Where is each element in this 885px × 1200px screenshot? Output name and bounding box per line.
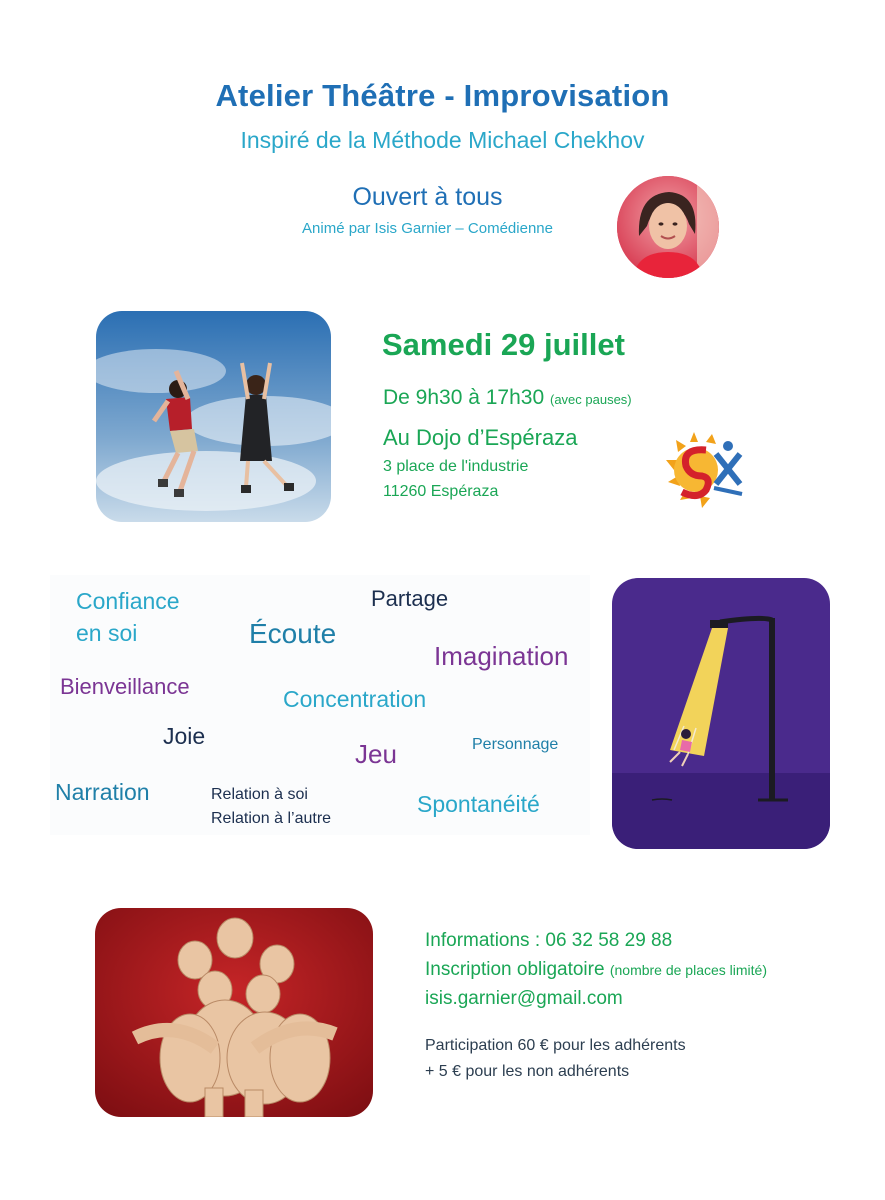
open-to-all: Ouvert à tous (352, 183, 503, 211)
event-time (383, 386, 632, 410)
mannequins-hug-photo (95, 908, 373, 1117)
word-personnage (472, 736, 558, 754)
word-relation-autre (211, 810, 331, 828)
event-venue: Au Dojo d’Espéraza (383, 425, 578, 450)
poster-subtitle: Inspiré de la Méthode Michael Chekhov (240, 127, 645, 153)
event-time-note: (avec pauses) (549, 392, 632, 407)
word-text: Bienveillance (60, 674, 190, 699)
word-text: Jeu (355, 739, 397, 769)
word-text: Concentration (283, 686, 427, 712)
fee-members: Participation 60 € pour les adhérents (425, 1037, 686, 1054)
word-joie (163, 723, 205, 750)
word-relation-soi (211, 786, 308, 804)
animator-credit: Animé par Isis Garnier – Comédienne (302, 220, 553, 237)
word-text: en soi (76, 620, 138, 646)
word-bienveillance (60, 674, 190, 700)
registration-required (425, 959, 767, 981)
signup-note: (nombre de places limité) (609, 962, 767, 978)
word-text: Spontanéité (417, 791, 540, 817)
contact-email[interactable]: isis.garnier@gmail.com (425, 988, 623, 1009)
association-logo (664, 430, 748, 510)
word-imagination (434, 641, 568, 672)
jumping-people-photo (96, 311, 331, 522)
word-text: Partage (371, 586, 449, 611)
address-line-1: 3 place de l'industrie (383, 458, 529, 475)
word-text: Joie (163, 723, 206, 749)
word-narration (55, 779, 150, 806)
word-jeu (355, 739, 397, 770)
word-partage (371, 586, 448, 612)
word-text: Écoute (249, 618, 337, 649)
word-text: Relation à soi (211, 786, 308, 803)
word-confiance (76, 588, 180, 615)
address-line-2: 11260 Espéraza (383, 483, 499, 500)
word-text: Imagination (434, 641, 569, 671)
event-hours: De 9h30 à 17h30 (383, 386, 545, 409)
word-spontaneite (417, 791, 540, 818)
poster-title: Atelier Théâtre - Improvisation (215, 78, 670, 113)
animator-portrait (617, 176, 719, 278)
signup-label: Inscription obligatoire (425, 959, 605, 980)
word-ecoute (249, 618, 336, 650)
event-date: Samedi 29 juillet (382, 327, 625, 362)
word-text: Personnage (472, 736, 559, 753)
info-phone: Informations : 06 32 58 29 88 (425, 930, 673, 951)
word-text: Narration (55, 779, 150, 805)
fee-non-members: + 5 € pour les non adhérents (425, 1063, 630, 1080)
word-text: Relation à l’autre (211, 810, 332, 827)
swing-illustration (612, 578, 830, 849)
word-en-soi (76, 620, 137, 647)
word-concentration (283, 686, 426, 713)
word-text: Confiance (76, 588, 180, 614)
